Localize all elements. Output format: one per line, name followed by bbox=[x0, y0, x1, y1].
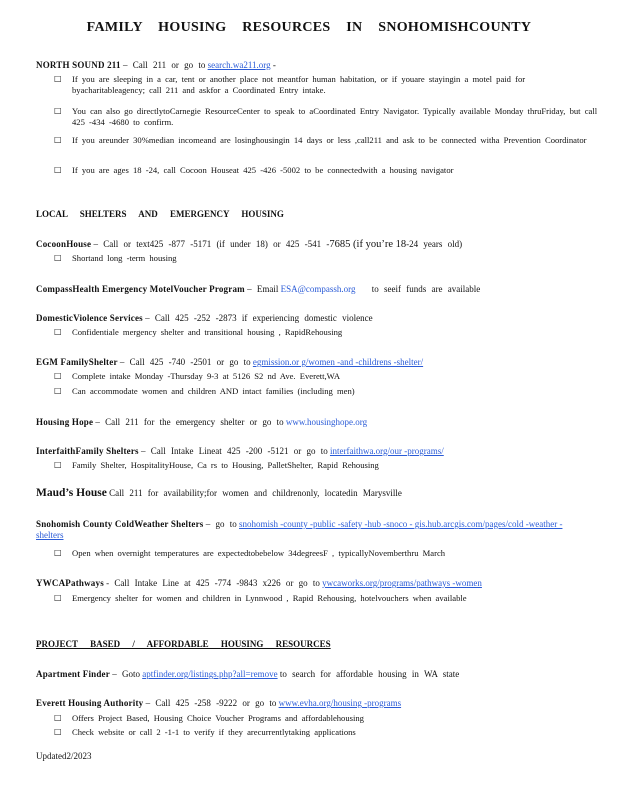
local-shelters-heading: LOCAL SHELTERS AND EMERGENCY HOUSING bbox=[36, 209, 284, 219]
everett-heading: Everett Housing Authority bbox=[36, 698, 144, 708]
apartment-finder-heading: Apartment Finder bbox=[36, 669, 110, 679]
everett-entry: Everett Housing Authority – Call 425 -258 -9222 or go to www.evha.org/housing -programs bbox=[36, 698, 402, 708]
evha-link[interactable]: www.evha.org/housing -programs bbox=[278, 698, 402, 708]
interfaith-heading: InterfaithFamily Shelters bbox=[36, 446, 139, 456]
checkbox-icon: □ bbox=[54, 548, 62, 557]
list-item: □ Confidentiale mergency shelter and transitional housing , RapidRehousing bbox=[54, 327, 343, 337]
list-item: □ If you are sleeping in a car, tent or another place not meantfor human habitation, or if youare stayingin a motel paid for byacharitableagency; call 211 and askfor a Coordinated Entry intake. bbox=[54, 74, 526, 95]
checkbox-icon: □ bbox=[54, 253, 62, 262]
checkbox-icon: □ bbox=[54, 593, 62, 602]
housing-hope-link[interactable]: www.housinghope.org bbox=[285, 417, 368, 427]
list-item: □ Can accommodate women and children AND intact families (including men) bbox=[54, 386, 355, 396]
compass-email-link[interactable]: ESA@compassh.org bbox=[280, 284, 356, 294]
list-item: □ Emergency shelter for women and children in Lynnwood , Rapid Rehousing, hotelvouchers when available bbox=[54, 593, 467, 603]
checkbox-icon: □ bbox=[54, 106, 62, 115]
egm-heading: EGM FamilyShelter bbox=[36, 357, 118, 367]
compass-heading: CompassHealth Emergency MotelVoucher Program bbox=[36, 284, 245, 294]
checkbox-icon: □ bbox=[54, 327, 62, 336]
housing-hope-heading: Housing Hope bbox=[36, 417, 94, 427]
interfaith-link[interactable]: interfaithwa.org/our -programs/ bbox=[329, 446, 444, 456]
list-item: □ Open when overnight temperatures are expectedtobebelow 34degreesF , typicallyNovemberthru March bbox=[54, 548, 446, 558]
ywca-link[interactable]: ywcaworks.org/programs/pathways -women bbox=[322, 578, 482, 588]
checkbox-icon: □ bbox=[54, 165, 62, 174]
list-item: □ Offers Project Based, Housing Choice Voucher Programs and affordablehousing bbox=[54, 713, 364, 723]
housing-hope-entry: Housing Hope – Call 211 for the emergency shelter or go to www.housinghope.org bbox=[36, 417, 368, 427]
project-based-heading: PROJECT BASED / AFFORDABLE HOUSING RESOURCES bbox=[36, 639, 331, 649]
list-item: □ You can also go directlytoCarnegie ResourceCenter to speak to aCoordinated Entry Navigator. Typically available Monday thruFriday, but call 425 -434 -4680 to confirm. bbox=[54, 106, 598, 127]
checkbox-icon: □ bbox=[54, 727, 62, 736]
list-item: □ If you areunder 30%median incomeand are losinghousingin 14 days or less ,call211 and ask to be connected witha Prevention Coordinator bbox=[54, 135, 587, 145]
checkbox-icon: □ bbox=[54, 460, 62, 469]
checkbox-icon: □ bbox=[54, 135, 62, 144]
list-item: □ Family Shelter, HospitalityHouse, Ca rs to Housing, PalletShelter, Rapid Rehousing bbox=[54, 460, 379, 470]
updated-date: Updated2/2023 bbox=[36, 751, 92, 761]
page-title: FAMILY HOUSING RESOURCES IN SNOHOMISHCOUNTY bbox=[86, 20, 532, 35]
cocoon-entry: CocoonHouse – Call or text425 -877 -5171 (if under 18) or 425 -541 -7685 (if you’re 18-24 years old) bbox=[36, 239, 463, 250]
checkbox-icon: □ bbox=[54, 74, 62, 83]
list-item: □ Complete intake Monday -Thursday 9-3 at 5126 S2 nd Ave. Everett,WA bbox=[54, 371, 341, 381]
mauds-entry: Maud’s House Call 211 for availability;for women and childrenonly, locatedin Marysville bbox=[36, 487, 402, 499]
cold-weather-shelters-link[interactable]: snohomish -county -public -safety -hub -snoco - gis.hub.arcgis.com/pages/cold -weather -shelters bbox=[36, 519, 563, 540]
egm-link[interactable]: egmission.or g/women -and -childrens -shelter/ bbox=[252, 357, 424, 367]
list-item: □ Check website or call 2 -1-1 to verify if they arecurrentlytaking applications bbox=[54, 727, 356, 737]
checkbox-icon: □ bbox=[54, 371, 62, 380]
dv-heading: DomesticViolence Services bbox=[36, 313, 143, 323]
aptfinder-link[interactable]: aptfinder.org/listings.php?all=remove bbox=[142, 669, 278, 679]
north-sound-heading: NORTH SOUND 211 bbox=[36, 60, 121, 70]
list-item: □ If you are ages 18 -24, call Cocoon Houseat 425 -426 -5002 to be connectedwith a housing navigator bbox=[54, 165, 454, 175]
north-sound-entry: NORTH SOUND 211 – Call 211 or go to search.wa211.org - bbox=[36, 60, 276, 70]
wa211-link[interactable]: search.wa211.org bbox=[207, 60, 271, 70]
snohomish-heading: Snohomish County ColdWeather Shelters bbox=[36, 519, 204, 529]
egm-entry: EGM FamilyShelter – Call 425 -740 -2501 or go to egmission.or g/women -and -childrens -shelter/ bbox=[36, 357, 424, 367]
interfaith-entry: InterfaithFamily Shelters – Call Intake Lineat 425 -200 -5121 or go to interfaithwa.org/our -programs/ bbox=[36, 446, 444, 456]
north-sound-text: – Call 211 or go to bbox=[122, 60, 206, 70]
ywca-entry: YWCAPathways - Call Intake Line at 425 -774 -9843 x226 or go to ywcaworks.org/programs/pathways -women bbox=[36, 578, 482, 588]
list-item: □ Shortand long -term housing bbox=[54, 253, 177, 263]
snohomish-entry: Snohomish County ColdWeather Shelters – go to snohomish -county -public -safety -hub -snoco - gis.hub.arcgis.com/pages/cold -weather -shelters bbox=[36, 519, 563, 540]
cocoon-heading: CocoonHouse bbox=[36, 239, 92, 249]
checkbox-icon: □ bbox=[54, 713, 62, 722]
mauds-heading: Maud’s House bbox=[36, 487, 107, 499]
dv-entry: DomesticViolence Services – Call 425 -252 -2873 if experiencing domestic violence bbox=[36, 313, 373, 323]
ywca-heading: YWCAPathways bbox=[36, 578, 104, 588]
checkbox-icon: □ bbox=[54, 386, 62, 395]
compass-entry: CompassHealth Emergency MotelVoucher Program – Email ESA@compassh.org to seeif funds are available bbox=[36, 284, 481, 294]
apartment-finder-entry: Apartment Finder – Goto aptfinder.org/listings.php?all=remove to search for affordable housing in WA state bbox=[36, 669, 460, 679]
